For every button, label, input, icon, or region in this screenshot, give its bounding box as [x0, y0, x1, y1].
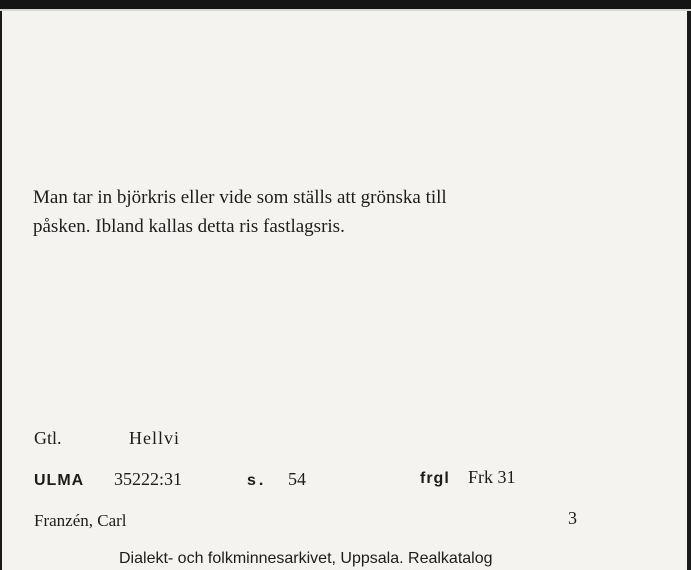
collector-name: Franzén, Carl	[34, 511, 127, 530]
archive-label: ULMA	[34, 472, 85, 489]
archive-card	[0, 11, 691, 570]
category-label: frgl	[420, 470, 450, 487]
category-value: Frk 31	[468, 467, 516, 487]
record-text-line-1: Man tar in björkris eller vide som ställs att grönska till	[33, 187, 447, 208]
card-number: 3	[568, 508, 577, 528]
institution-footer: Dialekt- och folkminnesarkivet, Uppsala. Realkatalog	[119, 550, 493, 567]
province-label: Gtl.	[34, 428, 62, 448]
page-number: 54	[288, 469, 306, 489]
record-text-line-2: påsken. Ibland kallas detta ris fastlagsris.	[33, 216, 345, 237]
top-border	[0, 0, 691, 9]
page-label: s.	[247, 472, 267, 489]
archive-number: 35222:31	[114, 469, 183, 489]
parish-name: Hellvi	[129, 428, 180, 448]
record-text	[33, 183, 633, 241]
